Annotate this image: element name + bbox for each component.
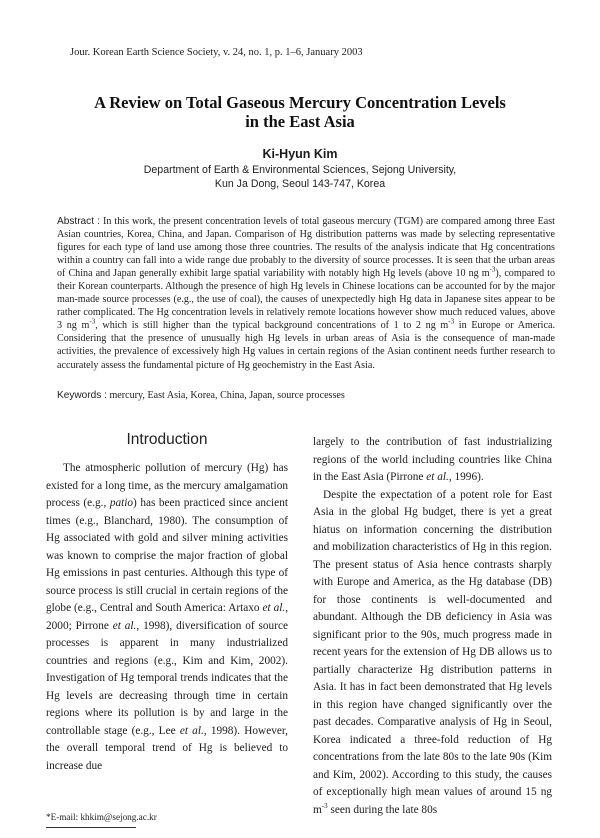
abstract <box>57 215 555 372</box>
italic-term: et al. <box>262 602 286 614</box>
right-paragraph-1 <box>313 434 552 487</box>
author-name: Ki-Hyun Kim <box>262 147 338 161</box>
abstract-heading: Abstract : <box>57 216 101 227</box>
exponent: -3 <box>448 318 455 327</box>
affiliation-line-1: Department of Earth & Environmental Sciences, Sejong University, <box>143 164 457 176</box>
affiliation <box>0 163 600 191</box>
keywords <box>57 390 555 401</box>
text-run: , 1998). However, the overall temporal trend of Hg is believed to increase due <box>46 724 289 772</box>
text-run: The atmospheric pollution of mercury (Hg) has existed for a long time, as the mercury amalgamation process (e.g., <box>46 462 288 509</box>
italic-term: et al. <box>179 724 204 737</box>
right-column <box>313 434 552 819</box>
text-run: largely to the contribution of fast industrializing regions of the world including countries like China in the East Asia (Pirrone <box>313 436 552 483</box>
keywords-heading: Keywords : <box>57 390 107 401</box>
italic-term: et al. <box>426 471 449 483</box>
title-line-1: A Review on Total Gaseous Mercury Concentration Levels <box>94 93 506 112</box>
right-paragraph-2 <box>313 487 552 820</box>
text-run: , 1996). <box>448 471 484 483</box>
footnote-divider <box>46 827 136 828</box>
italic-term: patio <box>109 497 134 509</box>
exponent: -3 <box>321 801 328 810</box>
abstract-text-3: , which is still higher than the typical background concentrations of 1 to 2 ng m <box>95 320 449 332</box>
italic-term: et al. <box>112 619 137 632</box>
text-run: seen during the late 80s <box>327 803 438 816</box>
text-run: ) has been practiced since ancient times (e.g., Blanchard, 1980). The consumption of Hg associated with gold and silver mining activities was known to comprise the major fraction of global Hg emissions in past centuries. Although this type of source process is still crucial in certain regions of the globe (e.g., Central and South America: Artaxo <box>46 497 288 614</box>
abstract-text-4: in Europe or America. Considering that the presence of unusually high Hg levels in urban areas of Asia is the consequence of man-made activities, the prevalence of excessively high Hg values in certain regions of the Asian continent needs further research to accurately assess the fundamental picture of Hg geochemistry in the East Asia. <box>57 320 555 371</box>
abstract-text-2: ), compared to their Korean counterparts. Although the presence of high Hg levels in Chinese locations can be accounted for by the major man-made source processes (e.g., the use of coal), the causes of unexpectedly high Hg data in Japanese sites appear to be rather complicated. The Hg concentration levels in relatively remote locations however show much reduced values, above 3 ng m <box>57 268 555 332</box>
left-column-paragraph <box>46 460 288 775</box>
text-run: , 1998), diversification of source processes is apparent in many industrialized countries and regions (e.g., Kim and Kim, 2002). Investigation of Hg temporal trends indicates that the Hg levels are decreasing through time in certain regions where its pollution is by and large in the controllable stage (e.g., Lee <box>46 619 288 737</box>
exponent: -3 <box>89 318 96 327</box>
abstract-text-1: In this work, the present concentration levels of total gaseous mercury (TGM) are compared among three East Asian countries, Korea, China, and Japan. Comparison of Hg distribution patterns was made by selecting representative figures for each type of land use among those three countries. The results of the analysis indicate that Hg concentrations within a country can fall into a wide range due probably to the diversity of source processes. It is seen that the urban areas of China and Japan generally exhibit large spatial variability with notably high Hg levels (above 10 ng m <box>57 216 555 280</box>
affiliation-line-2: Kun Ja Dong, Seoul 143-747, Korea <box>214 178 386 190</box>
section-heading-introduction: Introduction <box>126 431 208 448</box>
exponent: -3 <box>489 265 496 274</box>
journal-citation: Jour. Korean Earth Science Society, v. 24, no. 1, p. 1–6, January 2003 <box>70 47 363 58</box>
keywords-text: mercury, East Asia, Korea, China, Japan, source processes <box>106 390 345 401</box>
paper-title <box>40 93 560 131</box>
footnote-email: *E-mail: khkim@sejong.ac.kr <box>46 812 157 822</box>
title-line-2: in the East Asia <box>245 112 355 131</box>
text-run: Despite the expectation of a potent role for East Asia in the global Hg budget, there is yet a great hiatus on information concerning the distribution and mobilization characteristics of Hg in this region. The present status of Asia hence contrasts sharply with Europe and America, as the Hg database (DB) for those continents is well-documented and abundant. Although the DB deficiency in Asia was significant prior to the 90s, much progress made in recent years for the extension of Hg DB allows us to partially characterize Hg distribution patterns in Asia. It has in fact been demonstrated that Hg levels in this region have changed significantly over the past decades. Comparative analysis of Hg in Seoul, Korea indicated a three-fold reduction of Hg concentrations from the late 80s to the late 90s (Kim and Kim, 2002). According to this study, the causes of exceptionally high mean values of around 15 ng m <box>313 488 552 816</box>
text-run: , 2000; Pirrone <box>46 602 289 632</box>
